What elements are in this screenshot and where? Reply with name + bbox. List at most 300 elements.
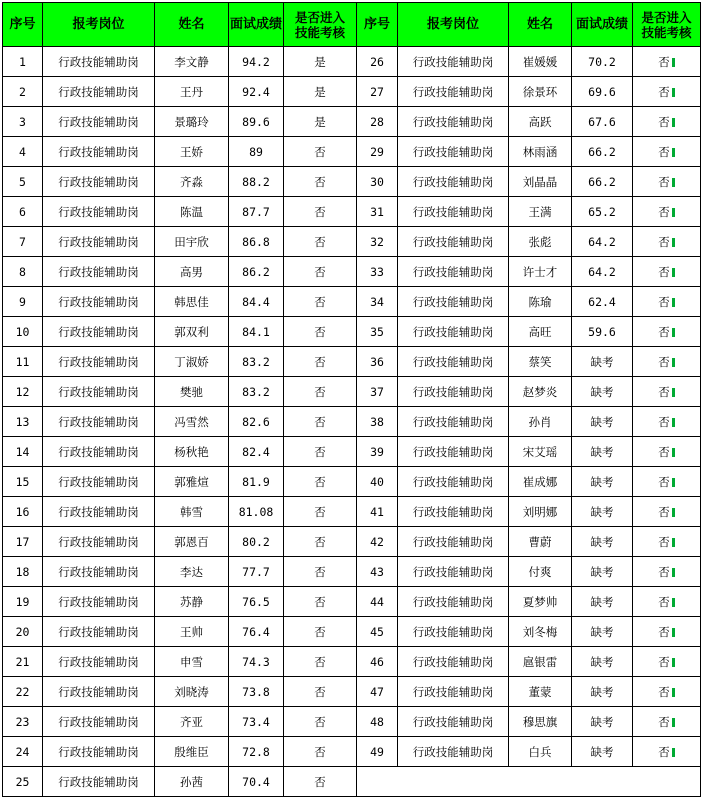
row-marker <box>672 748 675 757</box>
cell-right-score: 缺考 <box>572 347 633 377</box>
cell-right-position: 行政技能辅助岗 <box>398 587 509 617</box>
table-row <box>3 47 701 77</box>
cell-score: 86.2 <box>229 257 284 287</box>
row-marker <box>672 658 675 667</box>
cell-right-position: 行政技能辅助岗 <box>398 377 509 407</box>
row-marker <box>672 688 675 697</box>
cell-position: 行政技能辅助岗 <box>43 707 155 737</box>
cell-position: 行政技能辅助岗 <box>43 137 155 167</box>
cell-skill: 否 <box>284 587 357 617</box>
cell-position: 行政技能辅助岗 <box>43 77 155 107</box>
cell-right-position: 行政技能辅助岗 <box>398 647 509 677</box>
row-marker <box>672 268 675 277</box>
cell-right-seq: 43 <box>357 557 398 587</box>
cell-right-position: 行政技能辅助岗 <box>398 107 509 137</box>
cell-right-position: 行政技能辅助岗 <box>398 227 509 257</box>
cell-right-skill: 否 <box>633 617 701 647</box>
cell-seq: 21 <box>3 647 43 677</box>
cell-right-name: 陈瑜 <box>509 287 572 317</box>
cell-seq: 17 <box>3 527 43 557</box>
cell-right-seq: 45 <box>357 617 398 647</box>
cell-right-name: 刘冬梅 <box>509 617 572 647</box>
cell-right-position: 行政技能辅助岗 <box>398 317 509 347</box>
cell-right-name: 董蒙 <box>509 677 572 707</box>
header-position: 报考岗位 <box>43 3 155 47</box>
cell-right-seq: 49 <box>357 737 398 767</box>
cell-right-seq: 30 <box>357 167 398 197</box>
table-row <box>3 527 701 557</box>
cell-score: 76.4 <box>229 617 284 647</box>
cell-name: 王娇 <box>155 137 229 167</box>
cell-score: 88.2 <box>229 167 284 197</box>
header-skill-test <box>284 3 357 47</box>
cell-name: 齐亚 <box>155 707 229 737</box>
cell-seq: 2 <box>3 77 43 107</box>
cell-right-name: 蔡笑 <box>509 347 572 377</box>
cell-right-position: 行政技能辅助岗 <box>398 197 509 227</box>
cell-position: 行政技能辅助岗 <box>43 47 155 77</box>
cell-seq: 23 <box>3 707 43 737</box>
cell-seq: 20 <box>3 617 43 647</box>
cell-right-skill: 否 <box>633 497 701 527</box>
cell-right-skill: 否 <box>633 317 701 347</box>
table-row <box>3 377 701 407</box>
cell-name: 景璐玲 <box>155 107 229 137</box>
cell-right-skill: 否 <box>633 407 701 437</box>
cell-right-score: 64.2 <box>572 227 633 257</box>
cell-skill: 否 <box>284 617 357 647</box>
cell-score: 76.5 <box>229 587 284 617</box>
table-row <box>3 587 701 617</box>
cell-position: 行政技能辅助岗 <box>43 737 155 767</box>
cell-seq: 15 <box>3 467 43 497</box>
cell-score: 80.2 <box>229 527 284 557</box>
cell-right-skill: 否 <box>633 47 701 77</box>
cell-right-name: 付爽 <box>509 557 572 587</box>
cell-right-seq: 32 <box>357 227 398 257</box>
header-seq-right: 序号 <box>357 3 398 47</box>
cell-name: 郭恩百 <box>155 527 229 557</box>
cell-right-score: 缺考 <box>572 617 633 647</box>
cell-right-score: 缺考 <box>572 437 633 467</box>
cell-right-seq: 42 <box>357 527 398 557</box>
cell-right-score: 缺考 <box>572 527 633 557</box>
cell-right-name: 刘明娜 <box>509 497 572 527</box>
cell-seq: 3 <box>3 107 43 137</box>
cell-right-name: 张彪 <box>509 227 572 257</box>
header-skill-test-line1: 是否进入 <box>294 9 345 25</box>
cell-score: 89.6 <box>229 107 284 137</box>
cell-seq: 1 <box>3 47 43 77</box>
cell-right-score: 67.6 <box>572 107 633 137</box>
cell-position: 行政技能辅助岗 <box>43 647 155 677</box>
table-row <box>3 197 701 227</box>
cell-skill: 否 <box>284 647 357 677</box>
header-skill-test-right <box>633 3 701 47</box>
cell-position: 行政技能辅助岗 <box>43 167 155 197</box>
cell-right-score: 缺考 <box>572 557 633 587</box>
cell-right-name: 崔媛媛 <box>509 47 572 77</box>
cell-position: 行政技能辅助岗 <box>43 227 155 257</box>
cell-right-name: 徐景环 <box>509 77 572 107</box>
header-skill-test-right-line1: 是否进入 <box>641 9 692 25</box>
cell-position: 行政技能辅助岗 <box>43 617 155 647</box>
cell-right-name: 崔成娜 <box>509 467 572 497</box>
cell-score: 73.4 <box>229 707 284 737</box>
cell-right-position: 行政技能辅助岗 <box>398 617 509 647</box>
table-row <box>3 137 701 167</box>
cell-right-score: 69.6 <box>572 77 633 107</box>
cell-position: 行政技能辅助岗 <box>43 407 155 437</box>
cell-right-position: 行政技能辅助岗 <box>398 527 509 557</box>
cell-right-skill: 否 <box>633 677 701 707</box>
cell-seq: 19 <box>3 587 43 617</box>
cell-right-seq: 37 <box>357 377 398 407</box>
cell-seq: 9 <box>3 287 43 317</box>
cell-right-name: 宋艾瑶 <box>509 437 572 467</box>
cell-position: 行政技能辅助岗 <box>43 557 155 587</box>
cell-right-seq: 33 <box>357 257 398 287</box>
cell-seq: 7 <box>3 227 43 257</box>
cell-skill: 是 <box>284 77 357 107</box>
header-name-right: 姓名 <box>509 3 572 47</box>
cell-name: 田宇欣 <box>155 227 229 257</box>
row-marker <box>672 298 675 307</box>
cell-seq: 18 <box>3 557 43 587</box>
cell-skill: 否 <box>284 527 357 557</box>
row-marker <box>672 628 675 637</box>
cell-position: 行政技能辅助岗 <box>43 527 155 557</box>
cell-position: 行政技能辅助岗 <box>43 317 155 347</box>
cell-seq: 22 <box>3 677 43 707</box>
cell-right-score: 缺考 <box>572 737 633 767</box>
cell-score: 81.9 <box>229 467 284 497</box>
cell-seq: 25 <box>3 767 43 797</box>
row-marker <box>672 448 675 457</box>
row-marker <box>672 718 675 727</box>
cell-skill: 否 <box>284 677 357 707</box>
cell-right-score: 65.2 <box>572 197 633 227</box>
header-skill-test-right-line2: 技能考核 <box>641 24 692 40</box>
table-row <box>3 77 701 107</box>
row-marker <box>672 598 675 607</box>
cell-position: 行政技能辅助岗 <box>43 587 155 617</box>
cell-score: 83.2 <box>229 347 284 377</box>
cell-right-score: 缺考 <box>572 677 633 707</box>
cell-name: 孙茜 <box>155 767 229 797</box>
table-row <box>3 407 701 437</box>
cell-name: 郭雅煊 <box>155 467 229 497</box>
cell-right-skill: 否 <box>633 77 701 107</box>
cell-score: 83.2 <box>229 377 284 407</box>
cell-right-seq: 31 <box>357 197 398 227</box>
row-marker <box>672 88 675 97</box>
table-row <box>3 287 701 317</box>
cell-right-position: 行政技能辅助岗 <box>398 437 509 467</box>
row-marker <box>672 478 675 487</box>
cell-right-score: 缺考 <box>572 407 633 437</box>
cell-skill: 否 <box>284 437 357 467</box>
cell-seq: 12 <box>3 377 43 407</box>
cell-right-position: 行政技能辅助岗 <box>398 257 509 287</box>
cell-right-name: 孙肖 <box>509 407 572 437</box>
cell-score: 72.8 <box>229 737 284 767</box>
cell-right-seq: 46 <box>357 647 398 677</box>
cell-right-name: 夏梦帅 <box>509 587 572 617</box>
row-marker <box>672 358 675 367</box>
cell-right-position: 行政技能辅助岗 <box>398 467 509 497</box>
cell-skill: 否 <box>284 767 357 797</box>
table-row <box>3 677 701 707</box>
cell-right-score: 缺考 <box>572 467 633 497</box>
cell-name: 高男 <box>155 257 229 287</box>
cell-name: 申雪 <box>155 647 229 677</box>
cell-score: 84.1 <box>229 317 284 347</box>
cell-right-position: 行政技能辅助岗 <box>398 137 509 167</box>
cell-name: 郭双利 <box>155 317 229 347</box>
cell-right-name: 穆思旗 <box>509 707 572 737</box>
cell-right-name: 王满 <box>509 197 572 227</box>
cell-right-seq: 28 <box>357 107 398 137</box>
cell-name: 王丹 <box>155 77 229 107</box>
cell-seq: 8 <box>3 257 43 287</box>
cell-right-position: 行政技能辅助岗 <box>398 737 509 767</box>
cell-right-skill: 否 <box>633 227 701 257</box>
cell-position: 行政技能辅助岗 <box>43 767 155 797</box>
cell-right-name: 赵梦炎 <box>509 377 572 407</box>
header-seq: 序号 <box>3 3 43 47</box>
cell-right-position: 行政技能辅助岗 <box>398 707 509 737</box>
cell-skill: 否 <box>284 257 357 287</box>
header-score: 面试成绩 <box>229 3 284 47</box>
row-marker <box>672 238 675 247</box>
cell-skill: 否 <box>284 317 357 347</box>
table-row <box>3 617 701 647</box>
cell-right-position: 行政技能辅助岗 <box>398 497 509 527</box>
cell-right-seq: 34 <box>357 287 398 317</box>
cell-right-score: 缺考 <box>572 497 633 527</box>
cell-right-position: 行政技能辅助岗 <box>398 347 509 377</box>
cell-right-position: 行政技能辅助岗 <box>398 677 509 707</box>
table-row <box>3 167 701 197</box>
cell-right-skill: 否 <box>633 347 701 377</box>
cell-seq: 14 <box>3 437 43 467</box>
cell-position: 行政技能辅助岗 <box>43 107 155 137</box>
cell-right-name: 白兵 <box>509 737 572 767</box>
cell-name: 殷维臣 <box>155 737 229 767</box>
cell-score: 77.7 <box>229 557 284 587</box>
cell-right-position: 行政技能辅助岗 <box>398 77 509 107</box>
cell-right-skill: 否 <box>633 137 701 167</box>
cell-score: 84.4 <box>229 287 284 317</box>
cell-right-name: 刘晶晶 <box>509 167 572 197</box>
cell-right-position: 行政技能辅助岗 <box>398 47 509 77</box>
table-row <box>3 347 701 377</box>
cell-skill: 否 <box>284 227 357 257</box>
row-marker <box>672 538 675 547</box>
cell-name: 刘晓涛 <box>155 677 229 707</box>
cell-right-name: 曹蔚 <box>509 527 572 557</box>
cell-skill: 否 <box>284 737 357 767</box>
cell-right-score: 缺考 <box>572 707 633 737</box>
table-row <box>3 647 701 677</box>
cell-position: 行政技能辅助岗 <box>43 287 155 317</box>
cell-right-skill: 否 <box>633 107 701 137</box>
cell-right-skill: 否 <box>633 587 701 617</box>
cell-right-score: 62.4 <box>572 287 633 317</box>
cell-name: 李文静 <box>155 47 229 77</box>
cell-skill: 否 <box>284 497 357 527</box>
cell-right-name: 林雨涵 <box>509 137 572 167</box>
cell-score: 70.4 <box>229 767 284 797</box>
cell-seq: 5 <box>3 167 43 197</box>
table-row <box>3 707 701 737</box>
cell-name: 樊驰 <box>155 377 229 407</box>
cell-position: 行政技能辅助岗 <box>43 197 155 227</box>
header-row <box>3 3 701 47</box>
cell-right-name: 扈银雷 <box>509 647 572 677</box>
row-marker <box>672 148 675 157</box>
cell-right-name: 高旺 <box>509 317 572 347</box>
table-row <box>3 257 701 287</box>
cell-score: 89 <box>229 137 284 167</box>
cell-score: 73.8 <box>229 677 284 707</box>
cell-right-skill: 否 <box>633 167 701 197</box>
table-row <box>3 107 701 137</box>
cell-right-score: 66.2 <box>572 167 633 197</box>
cell-right-seq: 27 <box>357 77 398 107</box>
cell-right-seq: 40 <box>357 467 398 497</box>
cell-right-seq: 44 <box>357 587 398 617</box>
cell-score: 74.3 <box>229 647 284 677</box>
cell-right-skill: 否 <box>633 197 701 227</box>
cell-seq: 24 <box>3 737 43 767</box>
table-row <box>3 497 701 527</box>
empty-cell <box>357 767 701 797</box>
table-row <box>3 767 701 797</box>
cell-right-skill: 否 <box>633 467 701 497</box>
cell-skill: 否 <box>284 557 357 587</box>
cell-skill: 否 <box>284 707 357 737</box>
table-row <box>3 317 701 347</box>
row-marker <box>672 508 675 517</box>
cell-right-seq: 41 <box>357 497 398 527</box>
header-position-right: 报考岗位 <box>398 3 509 47</box>
cell-seq: 6 <box>3 197 43 227</box>
cell-name: 韩思佳 <box>155 287 229 317</box>
cell-right-position: 行政技能辅助岗 <box>398 167 509 197</box>
cell-score: 86.8 <box>229 227 284 257</box>
cell-right-name: 高跃 <box>509 107 572 137</box>
header-skill-test-line2: 技能考核 <box>294 24 345 40</box>
table-row <box>3 737 701 767</box>
cell-right-skill: 否 <box>633 437 701 467</box>
cell-position: 行政技能辅助岗 <box>43 467 155 497</box>
cell-skill: 否 <box>284 287 357 317</box>
cell-right-skill: 否 <box>633 737 701 767</box>
cell-score: 82.4 <box>229 437 284 467</box>
cell-score: 82.6 <box>229 407 284 437</box>
cell-skill: 否 <box>284 407 357 437</box>
cell-right-seq: 26 <box>357 47 398 77</box>
row-marker <box>672 178 675 187</box>
row-marker <box>672 208 675 217</box>
cell-right-seq: 35 <box>357 317 398 347</box>
table-row <box>3 437 701 467</box>
cell-right-score: 缺考 <box>572 587 633 617</box>
cell-right-score: 64.2 <box>572 257 633 287</box>
table-row <box>3 557 701 587</box>
cell-right-skill: 否 <box>633 257 701 287</box>
cell-seq: 10 <box>3 317 43 347</box>
cell-seq: 13 <box>3 407 43 437</box>
cell-name: 杨秋艳 <box>155 437 229 467</box>
cell-skill: 否 <box>284 467 357 497</box>
cell-right-score: 缺考 <box>572 377 633 407</box>
row-marker <box>672 568 675 577</box>
cell-name: 苏静 <box>155 587 229 617</box>
cell-right-position: 行政技能辅助岗 <box>398 407 509 437</box>
row-marker <box>672 118 675 127</box>
cell-name: 齐淼 <box>155 167 229 197</box>
cell-right-score: 59.6 <box>572 317 633 347</box>
cell-right-score: 66.2 <box>572 137 633 167</box>
cell-position: 行政技能辅助岗 <box>43 437 155 467</box>
cell-right-seq: 36 <box>357 347 398 377</box>
cell-skill: 否 <box>284 167 357 197</box>
cell-right-name: 许士才 <box>509 257 572 287</box>
cell-name: 李达 <box>155 557 229 587</box>
cell-seq: 4 <box>3 137 43 167</box>
cell-position: 行政技能辅助岗 <box>43 347 155 377</box>
row-marker <box>672 418 675 427</box>
cell-score: 94.2 <box>229 47 284 77</box>
header-name: 姓名 <box>155 3 229 47</box>
cell-right-skill: 否 <box>633 377 701 407</box>
cell-seq: 11 <box>3 347 43 377</box>
cell-position: 行政技能辅助岗 <box>43 377 155 407</box>
cell-right-position: 行政技能辅助岗 <box>398 557 509 587</box>
cell-score: 92.4 <box>229 77 284 107</box>
cell-name: 王帅 <box>155 617 229 647</box>
row-marker <box>672 388 675 397</box>
row-marker <box>672 58 675 67</box>
cell-right-score: 缺考 <box>572 647 633 677</box>
cell-right-seq: 47 <box>357 677 398 707</box>
cell-name: 陈温 <box>155 197 229 227</box>
cell-right-score: 70.2 <box>572 47 633 77</box>
cell-right-skill: 否 <box>633 527 701 557</box>
cell-right-seq: 38 <box>357 407 398 437</box>
cell-position: 行政技能辅助岗 <box>43 497 155 527</box>
cell-right-seq: 29 <box>357 137 398 167</box>
cell-right-skill: 否 <box>633 287 701 317</box>
cell-score: 81.08 <box>229 497 284 527</box>
cell-score: 87.7 <box>229 197 284 227</box>
cell-skill: 是 <box>284 47 357 77</box>
cell-right-seq: 48 <box>357 707 398 737</box>
cell-right-seq: 39 <box>357 437 398 467</box>
cell-skill: 否 <box>284 197 357 227</box>
header-score-right: 面试成绩 <box>572 3 633 47</box>
row-marker <box>672 328 675 337</box>
cell-right-skill: 否 <box>633 707 701 737</box>
cell-right-skill: 否 <box>633 557 701 587</box>
cell-position: 行政技能辅助岗 <box>43 257 155 287</box>
cell-name: 韩雪 <box>155 497 229 527</box>
cell-position: 行政技能辅助岗 <box>43 677 155 707</box>
table-row <box>3 467 701 497</box>
